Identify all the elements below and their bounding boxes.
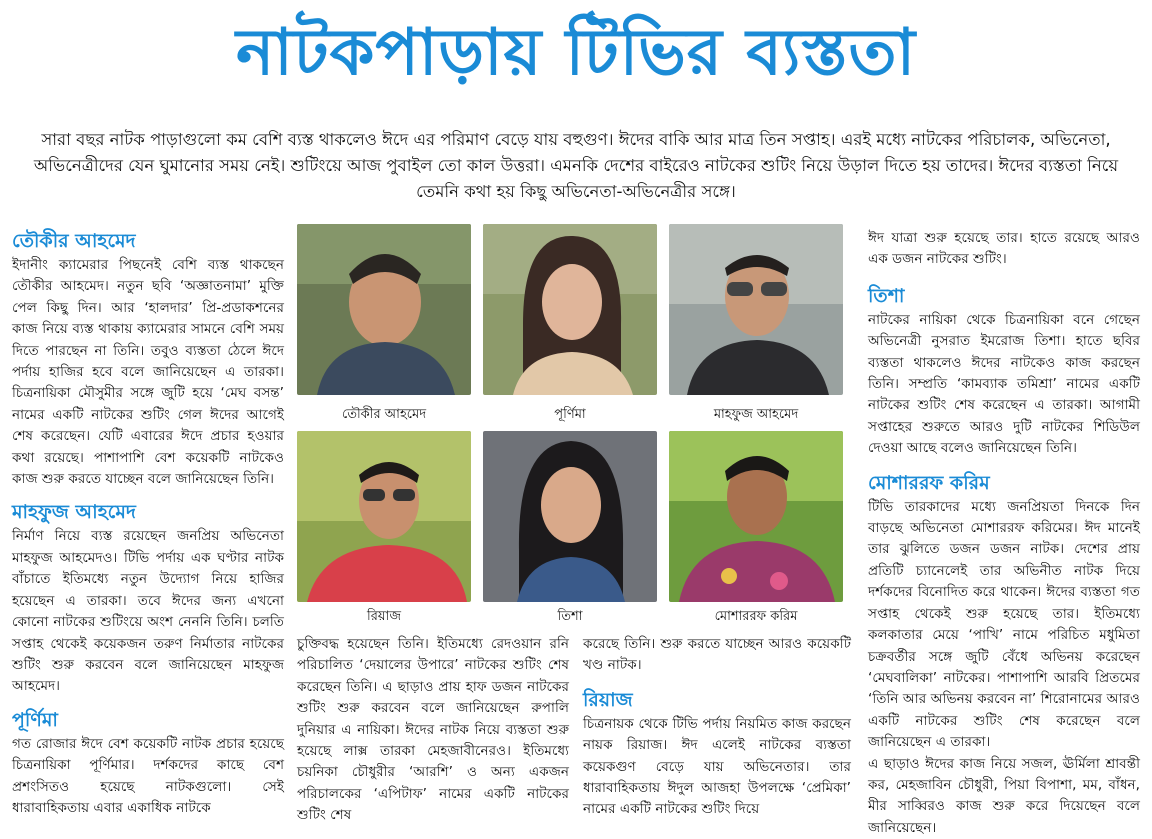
section-body-mahfuz: নির্মাণ নিয়ে ব্যস্ত রয়েছেন জনপ্রিয় অভিনেতা মাহফুজ আহমেদও। টিভি পর্দায় এক ঘণ্টার নাটক বাঁচাতে ইতিমধ্যে নতুন উদ্যোগ নিয়ে হাজির হয়েছেন এ তারকা। তবে ঈদের জন্য এখনো কোনো নাটকের শুটিংয়ে অংশ নেননি তিনি। চলতি সপ্তাহ থেকেই কয়েকজন তরুণ নির্মাতার নাটকের শুটিং শুরু করবেন বলে জানিয়েছেন মাহফুজ আহমেদ।: [12, 528, 284, 695]
column-4-top-text: ঈদ যাত্রা শুরু হয়েছে তার। হাতে রয়েছে আরও এক ডজন নাটকের শুটিং।: [868, 230, 1140, 268]
photo-caption-purnima: পূর্ণিমা: [554, 407, 586, 422]
column-4: [868, 228, 1140, 839]
section-body-tisha: নাটকের নায়িকা থেকে চিত্রনায়িকা বনে গেছেন অভিনেত্রী নুসরাত ইমরোজ তিশা। হাতে ছবির ব্যস্ততা থাকলেও ঈদের নাটকেও কাজ করছেন তিনি। সম্প্রতি ‘কামব্যাক তমিশ্রা’ নামের একটি নাটকের শুটিং শেষ করেছেন এ তারকা। আগামী সপ্তাহের শুরুতে আরও দুটি নাটকের শিডিউল দেওয়া আছে বলেও জানিয়েছেন তিনি।: [868, 311, 1140, 457]
page-title: নাটকপাড়ায় টিভির ব্যস্ততা: [235, 16, 917, 90]
section-extra-mosharraf: এ ছাড়াও ঈদের কাজ নিয়ে সজল, ঊর্মিলা শ্রাবন্তী কর, মেহজাবিন চৌধুরী, পিয়া বিপাশা, মম, বাঁধন, মীর সাব্বিরও কাজ শুরু করে দিয়েছেন বলে জানিয়েছেন।: [868, 755, 1140, 836]
photo-tisha: [483, 431, 657, 602]
section-body-riaz: চিত্রনায়ক থেকে টিভি পর্দায় নিয়মিত কাজ করছেন নায়ক রিয়াজ। ঈদ এলেই নাটকের ব্যস্ততা কয়েকগুণ বেড়ে যায় অভিনেতার। তার ধারাবাহিকতায় ঈদুল আজহা উপলক্ষে ‘প্রেমিকা’ নামের একটি নাটকের শুটিং দিয়ে: [583, 715, 851, 818]
photo-caption-tauquir: তৌকীর আহমেদ: [341, 407, 427, 422]
section-heading-mahfuz: মাহফুজ আহমেদ: [12, 501, 136, 524]
photo-mosharraf: [669, 431, 843, 602]
column-1: [12, 228, 284, 819]
photo-caption-tisha: তিশা: [557, 609, 583, 624]
section-body-tauquir: ইদানীং ক্যামেরার পিছনেই বেশি ব্যস্ত থাকছেন তৌকীর আহমেদ। নতুন ছবি ‘অজ্ঞাতনামা’ মুক্তি পেল কিছু দিন। আর ‘হালদার’ প্রি-প্রডাকশনের কাজ নিয়ে ব্যস্ত থাকায় ক্যামেরার সামনে বেশি সময় দিতে পারছেন না তিনি। তবুও ব্যস্ততা ঠেলে ঈদে পর্দায় হাজির হবে বলে জানিয়েছেন এ তারকা। চিত্রনায়িকা মৌসুমীর সঙ্গে জুটি হয়ে ‘মেঘ বসন্ত’ নামের একটি নাটকের শুটিং গেল ঈদের আগেই শেষ করেছেন। যেটি এবারের ঈদে প্রচার হওয়ার কথা রয়েছে। পাশাপাশি বেশ কয়েকটি নাটকেও কাজ শুরু করতে যাচ্ছেন বলে জানিয়েছেন তিনি।: [12, 257, 284, 488]
photo-caption-mosharraf: মোশাররফ করিম: [714, 609, 798, 624]
section-heading-mosharraf: মোশাররফ করিম: [868, 471, 990, 494]
section-body-purnima: গত রোজার ঈদে বেশ কয়েকটি নাটক প্রচার হয়েছে চিত্রনায়িকা পূর্ণিমার। দর্শকদের কাছে বেশ প্রশংসিতও হয়েছে নাটকগুলো। সেই ধারাবাহিকতায় এবার একাধিক নাটকে: [12, 735, 284, 816]
column-2-text: চুক্তিবদ্ধ হয়েছেন তিনি। ইতিমধ্যে রেদওয়ান রনি পরিচালিত ‘দেয়ালের উপারে’ নাটকের শুটিং শেষ করেছেন তিনি। এ ছাড়াও প্রায় হাফ ডজন নাটকের শুটিং শুরু করবেন বলে জানিয়েছেন রুপালি দুনিয়ার এ নায়িকা। ঈদের নাটক নিয়ে ব্যস্ততা শুরু হয়েছে লাক্স তারকা মেহজাবীনেরও। ইতিমধ্যে চয়নিকা চৌধুরীর ‘আরশি’ ও অন্য একজন পরিচালকের ‘এপিটাফ’ নামের একটি নাটকের শুটিং শেষ: [297, 636, 569, 824]
section-heading-riaz: রিয়াজ: [583, 688, 633, 711]
column-3: [583, 634, 851, 821]
section-heading-tauquir: তৌকীর আহমেদ: [12, 230, 136, 252]
column-3-top-text: করেছে তিনি। শুরু করতে যাচ্ছেন আরও কয়েকটি খণ্ড নাটক।: [583, 636, 851, 674]
column-2: [297, 634, 569, 827]
section-body-mosharraf: টিভি তারকাদের মধ্যে জনপ্রিয়তা দিনকে দিন বাড়ছে অভিনেতা মোশাররফ করিমের। ঈদ মানেই তার ঝুলিতে ডজন ডজন নাটক। দেশের প্রায় প্রতিটি চ্যানেলেই তার অভিনীত নাটক দিয়ে দর্শকদের বিনোদিত করে থাকেন। ঈদের ব্যস্ততা গত সপ্তাহ থেকেই শুরু হয়েছে তার। ইতিমধ্যে কলকাতার মেয়ে ‘পাখি’ নামে পরিচিত মধুমিতা চক্রবর্তীর সঙ্গে জুটি বেঁধে অভিনয় করেছেন ‘মেঘবালিকা’ নাটকের। পাশাপাশি আরবি প্রিতমের ‘তিনি আর অভিনয় করবেন না’ শিরোনামের আরও একটি নাটকের শুটিং শেষ করেছেন বলে জানিয়েছেন এ তারকা।: [868, 498, 1140, 751]
section-heading-purnima: পূর্ণিমা: [12, 708, 58, 731]
photo-caption-mahfuz: মাহফুজ আহমেদ: [713, 407, 799, 422]
intro-paragraph: সারা বছর নাটক পাড়াগুলো কম বেশি ব্যস্ত থাকলেও ঈদে এর পরিমাণ বেড়ে যায় বহুগুণ। ঈদের বাকি আর মাত্র তিন সপ্তাহ। এরই মধ্যে নাটকের পরিচালক, অভিনেতা, অভিনেত্রীদের যেন ঘুমানোর সময় নেই। শুটিংয়ে আজ পুবাইল তো কাল উত্তরা। এমনকি দেশের বাইরেও নাটকের শুটিং নিয়ে উড়াল দিতে হয় তাদের। ঈদের ব্যস্ততা নিয়ে তেমনি কথা হয় কিছু অভিনেতা-অভিনেত্রীর সঙ্গে।: [33, 130, 1119, 201]
section-heading-tisha: তিশা: [868, 284, 905, 307]
photo-mahfuz: [669, 224, 843, 395]
photo-caption-riaz: রিয়াজ: [367, 609, 401, 624]
photo-purnima: [483, 224, 657, 395]
photo-riaz: [297, 431, 471, 602]
photo-tauquir: [297, 224, 471, 395]
